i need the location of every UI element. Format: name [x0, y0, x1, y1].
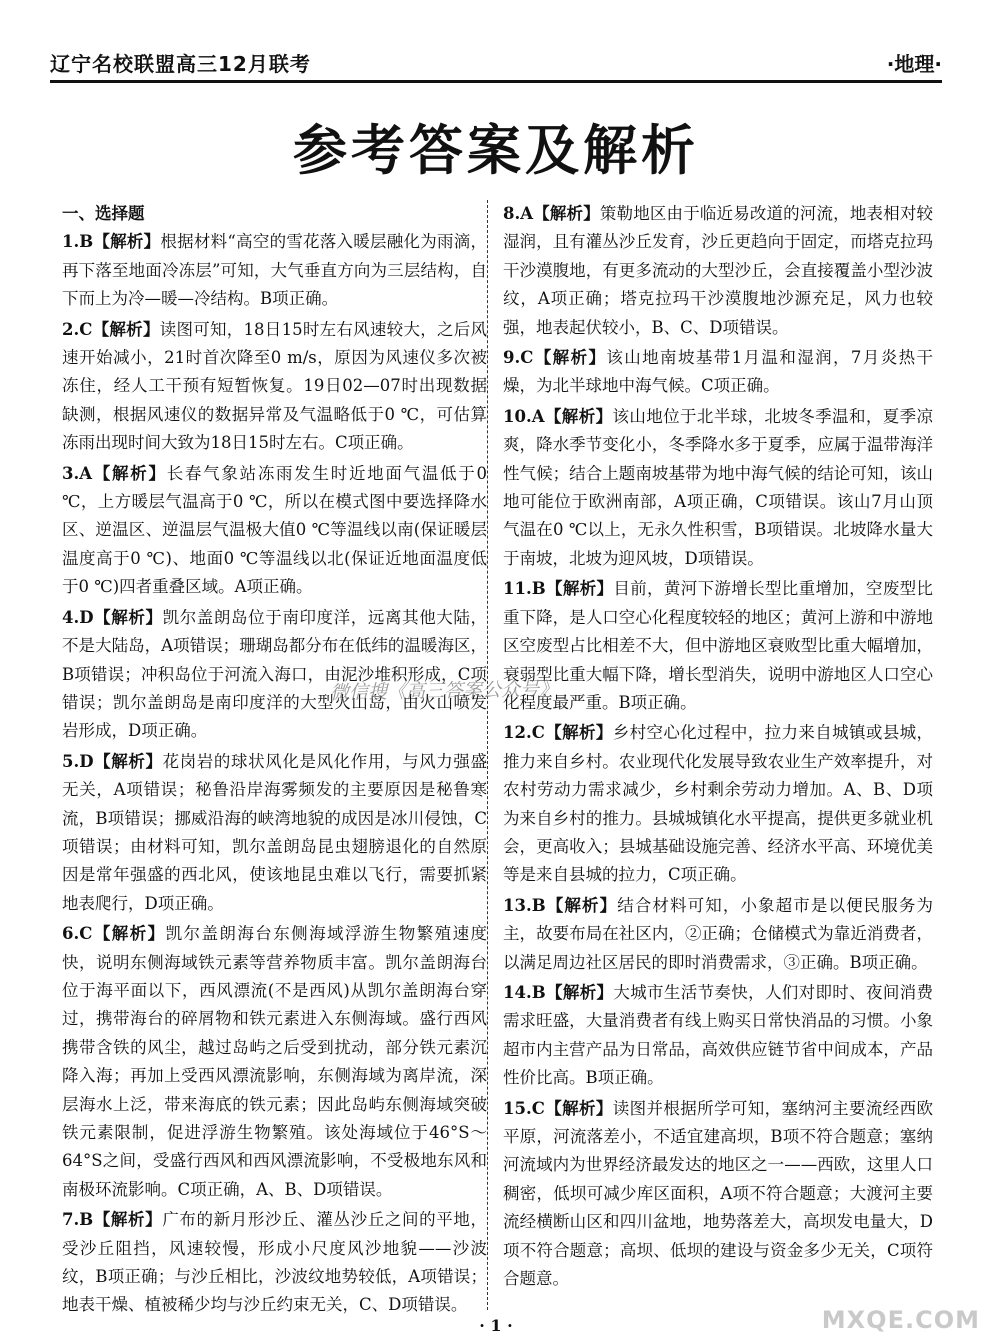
answer-item [62, 748, 487, 918]
analysis-text: 根据材料“高空的雪花落入暖层融化为雨滴，再下落至地面冷冻层”可知，大气垂直方向为三层结构，自下而上为冷—暖—冷结构。B项正确。 [62, 232, 488, 309]
analysis-text: 乡村空心化过程中，拉力来自城镇或县城，推力来自乡村。农业现代化发展导致农业生产效率提升，对农村劳动力需求减少，乡村剩余劳动力增加。A、B、D项为来自乡村的推力。县城城镇化水平提高，提供更多就业机会，更高收入；县城基础设施完善、经济水平高、环境优美等是来自县城的拉力，C项正确。 [503, 723, 934, 885]
answer-choice: A [531, 406, 545, 426]
answer-item [503, 575, 933, 717]
answer-item [503, 979, 933, 1093]
column-divider [487, 200, 488, 1310]
subject-label: ·地理· [886, 52, 942, 76]
answer-number: 5. [62, 751, 80, 771]
answer-choice: D [79, 751, 94, 771]
answer-item [503, 719, 933, 889]
answer-item [62, 316, 487, 458]
answer-number: 15. [503, 1098, 532, 1118]
answer-number: 9. [503, 348, 521, 368]
answer-item [503, 344, 933, 401]
answer-item [62, 1206, 487, 1320]
analysis-tag: 【解析】 [92, 463, 167, 483]
answer-choice: A [520, 204, 534, 223]
answer-choice: C [520, 348, 534, 368]
analysis-text: 凯尔盖朗岛位于南印度洋，远离其他大陆，不是大陆岛，A项错误；珊瑚岛都分布在低纬的温暖海区，B项错误；冲积岛位于河流入海口，由泥沙堆积形成，C项错误；凯尔盖朗岛是南印度洋的大型火山岛，由火山喷发岩形成，D项正确。 [62, 607, 488, 741]
page-header [50, 40, 942, 83]
answer-number: 14. [503, 982, 532, 1002]
analysis-tag: 【解析】 [544, 1098, 613, 1118]
answer-number: 2. [62, 319, 80, 339]
answer-choice: A [79, 463, 93, 483]
answer-number: 8. [503, 204, 521, 223]
answer-number: 6. [62, 924, 80, 944]
answer-choice: B [531, 982, 546, 1002]
answer-choice: B [531, 579, 546, 599]
right-column [503, 200, 933, 1295]
answer-choice: B [531, 895, 546, 915]
answer-number: 1. [62, 232, 80, 252]
answer-choice: B [79, 232, 94, 252]
analysis-text: 花岗岩的球状风化是风化作用，与风力强盛无关，A项错误；秘鲁沿岸海雾频发的主要原因是秘鲁寒流，B项错误；挪威沿海的峡湾地貌的成因是冰川侵蚀，C项错误；由材料可知，凯尔盖朗岛昆虫翅膀退化的自然原因是常年强盛的西北风，使该地昆虫难以飞行，需要抓紧地表爬行，D项正确。 [62, 751, 488, 913]
analysis-text: 凯尔盖朗海台东侧海域浮游生物繁殖速度快，说明东侧海域铁元素等营养物质丰富。凯尔盖朗海台位于海平面以下，西风漂流(不是西风)从凯尔盖朗海台穿过，携带海台的碎屑物和铁元素进入东侧海域。盛行西风携带含铁的风尘，越过岛屿之后受到扰动，部分铁元素沉降入海；再加上受西风漂流影响，东侧海域为离岸流，深层海水上泛，带来海底的铁元素；因此岛屿东侧海域突破铁元素限制，促进浮游生物繁殖。该处海域位于46°S～64°S之间，受盛行西风和西风漂流影响，不受极地东风和南极环流影响。C项正确，A、B、D项错误。 [62, 924, 487, 1199]
answer-number: 13. [503, 895, 532, 915]
answer-number: 10. [503, 406, 532, 426]
answer-number: 4. [62, 607, 80, 627]
analysis-tag: 【解析】 [93, 1210, 163, 1230]
analysis-tag: 【解析】 [533, 348, 607, 368]
analysis-text: 结合材料可知，小象超市是以便民服务为主，故要布局在社区内，②正确；仓储模式为靠近消费者，以满足周边社区居民的即时消费需求，③正确。B项正确。 [503, 895, 934, 972]
analysis-text: 策勒地区由于临近易改道的河流，地表相对较湿润，且有灌丛沙丘发育，沙丘更趋向于固定，而塔克拉玛干沙漠腹地，有更多流动的大型沙丘，会直接覆盖小型沙波纹，A项正确；塔克拉玛干沙漠腹地沙源充足，风力也较强，地表起伏较小，B、C、D项错误。 [503, 204, 934, 337]
analysis-tag: 【解析】 [92, 319, 160, 339]
answer-choice: C [79, 924, 93, 944]
answer-item [62, 228, 487, 313]
answer-choice: C [531, 1098, 545, 1118]
answer-item [503, 200, 933, 342]
analysis-tag: 【解析】 [93, 751, 163, 771]
answer-number: 7. [62, 1210, 80, 1230]
exam-title: 辽宁名校联盟高三12月联考 [50, 52, 311, 76]
answer-choice: C [531, 723, 545, 743]
analysis-text: 该山地南坡基带1月温和湿润，7月炎热干燥，为北半球地中海气候。C项正确。 [503, 348, 933, 396]
analysis-text: 读图并根据所学可知，塞纳河主要流经西欧平原，河流落差小，不适宜建高坝，B项不符合题意；塞纳河流域内为世界经济最发达的地区之一——西欧，这里人口稠密，低坝可减少库区面积，A项不符合题意；大渡河主要流经横断山区和四川盆地，地势落差大，高坝发电量大，D项不符合题意；高坝、低坝的建设与资金多少无关，C项符合题意。 [503, 1098, 934, 1289]
analysis-tag: 【解析】 [544, 406, 613, 426]
analysis-tag: 【解析】 [93, 232, 161, 252]
analysis-tag: 【解析】 [93, 607, 163, 627]
analysis-text: 长春气象站冻雨发生时近地面气温低于0 ℃，上方暖层气温高于0 ℃，所以在模式图中要选择降水区、逆温区、逆温层气温极大值0 ℃等温线以南(保证暖层温度高于0 ℃)、地面0 ℃等温线以北(保证近地面温度低于0 ℃)四者重叠区域。A项正确。 [62, 463, 488, 597]
page-number: · 1 · [479, 1316, 513, 1335]
analysis-tag: 【解析】 [545, 895, 618, 915]
analysis-text: 读图可知，18日15时左右风速较大，之后风速开始减小，21时首次降至0 m/s，原因为风速仪多次被冻住，经人工干预有短暂恢复。19日02—07时出现数据缺测，根据风速仪的数据异常及气温略低于0 ℃，可估算冻雨出现时间大致为18日15时左右。C项正确。 [62, 319, 488, 453]
page-title: 参考答案及解析 [293, 119, 699, 182]
analysis-text: 广布的新月形沙丘、灌丛沙丘之间的平地，受沙丘阻挡，风速较慢，形成小尺度风沙地貌——沙波纹，B项正确；与沙丘相比，沙波纹地势较低，A项错误；地表干燥、植被稀少均与沙丘约束无关，C、D项错误。 [62, 1210, 488, 1315]
answer-choice: B [79, 1210, 94, 1230]
analysis-tag: 【解析】 [544, 723, 613, 743]
analysis-tag: 【解析】 [545, 579, 614, 599]
answer-number: 11. [503, 579, 532, 599]
analysis-text: 该山地位于北半球，北坡冬季温和，夏季凉爽，降水季节变化小，冬季降水多于夏季，应属于温带海洋性气候；结合上题南坡基带为地中海气候的结论可知，该山地可能位于欧洲南部，A项正确，C项错误。该山7月山顶气温在0 ℃以上，无永久性积雪，B项错误。北坡降水量大于南坡，北坡为迎风坡，D项错误。 [503, 406, 934, 568]
answer-item [503, 1095, 933, 1294]
answer-number: 12. [503, 723, 532, 743]
logo-text: MXQE.COM [821, 1306, 980, 1334]
left-column [62, 200, 487, 1322]
section-title: 一、选择题 [62, 204, 145, 223]
answer-number: 3. [62, 463, 80, 483]
analysis-tag: 【解析】 [92, 924, 166, 944]
answer-choice: C [79, 319, 93, 339]
answer-item [62, 460, 487, 602]
analysis-text: 大城市生活节奏快，人们对即时、夜间消费需求旺盛，大量消费者有线上购买日常快消品的习惯。小象超市内主营产品为日常品，高效供应链节省中间成本，产品性价比高。B项正确。 [503, 982, 934, 1088]
answer-item [62, 604, 487, 746]
watermark-text: 微信搜《高三答案公众号》 [329, 678, 559, 704]
answer-item [503, 403, 933, 573]
analysis-tag: 【解析】 [533, 204, 600, 223]
answer-item [62, 920, 487, 1204]
analysis-tag: 【解析】 [545, 982, 614, 1002]
analysis-text: 目前，黄河下游增长型比重增加，空废型比重下降，是人口空心化程度较轻的地区；黄河上游和中游地区空废型占比相差不大，但中游地区衰败型比重大幅增加，衰弱型比重大幅下降，增长型消失，说明中游地区人口空心化程度最严重。B项正确。 [503, 579, 934, 712]
answer-item [503, 892, 933, 977]
answer-choice: D [79, 607, 94, 627]
